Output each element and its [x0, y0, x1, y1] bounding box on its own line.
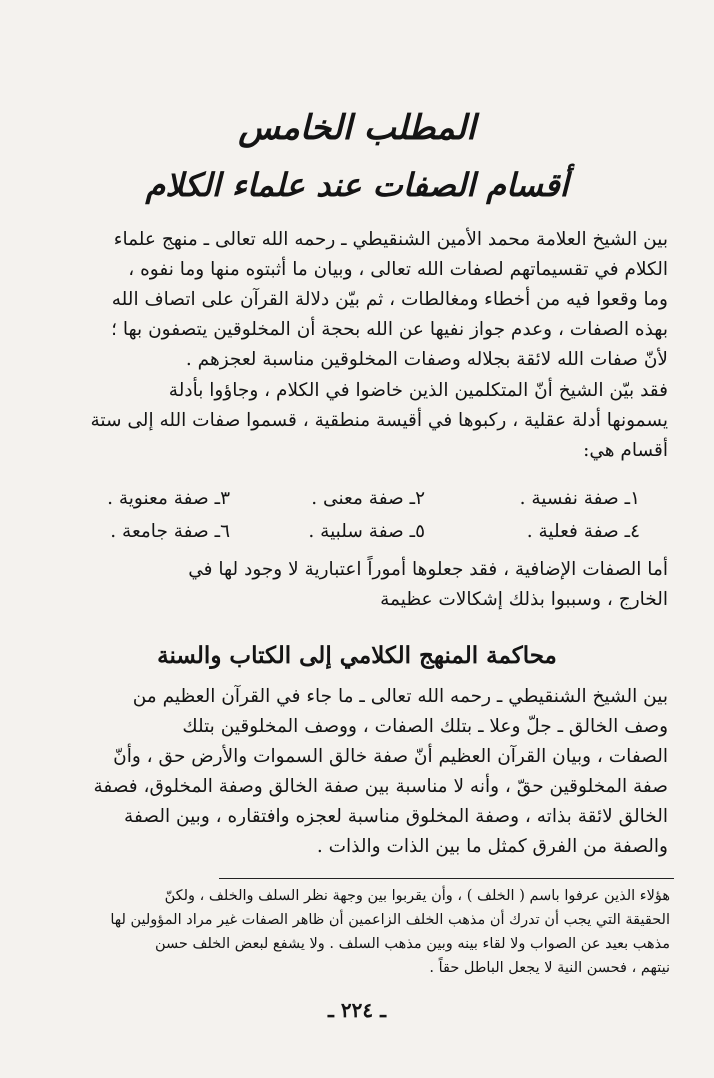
text-line: الخالق لائقة بذاته ، وصفة المخلوق مناسبة لعجزه وافتقاره ، وبين الصفة — [124, 806, 668, 827]
text-line: وصف الخالق ـ جلّ وعلا ـ بتلك الصفات ، ووصف المخلوقين بتلك — [182, 716, 668, 737]
categories-list — [80, 482, 640, 548]
page-number: ـ ٢٢٤ ـ — [328, 998, 386, 1022]
list-item: ٣ـ صفة معنوية . — [107, 488, 230, 509]
text-line: بين الشيخ العلامة محمد الأمين الشنقيطي ـ رحمه الله تعالى ـ منهج علماء — [113, 229, 668, 250]
text-line: يسمونها أدلة عقلية ، ركبوها في أقيسة منطقية ، قسموا صفات الله إلى ستة — [90, 410, 668, 431]
text-line: صفة المخلوقين حقّ ، وأنه لا مناسبة بين صفة الخالق وصفة المخلوق، فصفة — [93, 776, 668, 797]
text-line: لأنّ صفات الله لائقة بجلاله وصفات المخلوقين مناسبة لعجزهم . — [185, 349, 668, 370]
fourth-paragraph — [40, 682, 668, 862]
third-paragraph — [40, 555, 668, 615]
list-item: ٤ـ صفة فعلية . — [526, 521, 640, 542]
categories-row — [80, 482, 640, 515]
categories-row — [80, 515, 640, 548]
footnote-line: مذهب بعيد عن الصواب ولا لقاء بينه وبين مذهب السلف . ولا يشفع لبعض الخلف حسن — [154, 936, 670, 952]
text-line: وما وقعوا فيه من أخطاء ومغالطات ، ثم بيّن دلالة القرآن على اتصاف الله — [111, 289, 668, 310]
list-item: ٢ـ صفة معنى . — [311, 488, 425, 509]
text-line: أقسام هي: — [583, 440, 668, 461]
intro-paragraph — [40, 225, 668, 375]
text-line: الكلام في تقسيماتهم لصفات الله تعالى ، وبيان ما أثبتوه منها وما نفوه ، — [128, 259, 668, 280]
text-line: فقد بيّن الشيخ أنّ المتكلمين الذين خاضوا في الكلام ، وجاؤوا بأدلة — [168, 380, 668, 401]
text-line: الخارج ، وسببوا بذلك إشكالات عظيمة — [380, 589, 668, 610]
text-line: أما الصفات الإضافية ، فقد جعلوها أموراً اعتبارية لا وجود لها في — [188, 559, 668, 580]
footnote-line: الحقيقة التي يجب أن تدرك أن مذهب الخلف الزاعمين أن ظاهر الصفات غير مراد المؤولين لها — [110, 912, 670, 928]
text-line: والصفة من الفرق كمثل ما بين الذات والذات . — [316, 836, 668, 857]
list-item: ٥ـ صفة سلبية . — [308, 521, 425, 542]
section-title: محاكمة المنهج الكلامي إلى الكتاب والسنة — [157, 642, 557, 669]
text-line: الصفات ، وبيان القرآن العظيم أنّ صفة خالق السموات والأرض حق ، وأنّ — [113, 746, 668, 767]
footnote-line: نيتهم ، فحسن النية لا يجعل الباطل حقاً . — [429, 960, 670, 976]
list-item: ١ـ صفة نفسية . — [519, 488, 640, 509]
text-line: بين الشيخ الشنقيطي ـ رحمه الله تعالى ـ ما جاء في القرآن العظيم من — [132, 686, 668, 707]
page-heading: المطلب الخامس — [238, 108, 476, 148]
footnote-divider — [219, 878, 674, 879]
footnote — [45, 884, 670, 980]
page-subheading: أقسام الصفات عند علماء الكلام — [145, 166, 569, 204]
text-line: بهذه الصفات ، وعدم جواز نفيها عن الله بحجة أن المخلوقين يتصفون بها ؛ — [111, 319, 668, 340]
footnote-line: هؤلاء الذين عرفوا باسم ( الخلف ) ، وأن يقربوا بين وجهة نظر السلف والخلف ، ولكنّ — [164, 888, 670, 904]
list-item: ٦ـ صفة جامعة . — [110, 521, 230, 542]
second-paragraph — [40, 376, 668, 466]
